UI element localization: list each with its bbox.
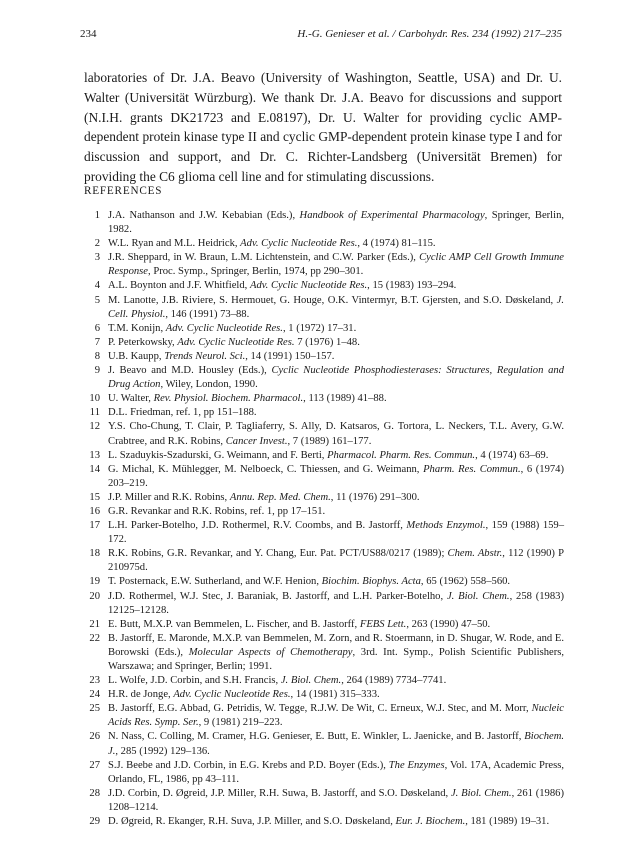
reference-item — [80, 463, 564, 491]
reference-text: A.L. Boynton and J.F. Whitfield, Adv. Cyclic Nucleotide Res., 15 (1983) 193–294. — [108, 280, 457, 292]
reference-text: W.L. Ryan and M.L. Heidrick, Adv. Cyclic Nucleotide Res., 4 (1974) 81–115. — [108, 238, 436, 250]
reference-number: 15 — [89, 491, 100, 503]
reference-item — [80, 209, 564, 237]
reference-item — [80, 279, 564, 293]
reference-item — [80, 702, 564, 730]
reference-item — [80, 815, 564, 829]
reference-text: U. Walter, Rev. Physiol. Biochem. Pharmacol., 113 (1989) 41–88. — [108, 393, 387, 405]
reference-item — [80, 575, 564, 589]
running-header — [80, 28, 562, 44]
reference-text: E. Butt, M.X.P. van Bemmelen, L. Fischer, and B. Jastorff, FEBS Lett., 263 (1990) 47–50. — [108, 618, 491, 630]
reference-number: 17 — [89, 520, 100, 532]
reference-text: J.R. Sheppard, in W. Braun, L.M. Lichtenstein, and C.W. Parker (Eds.), Cyclic AMP Cell Growth Immune Response, Proc. Symp., Springer, Berlin, 1974, pp 290–301. — [108, 252, 564, 278]
reference-number: 21 — [89, 618, 100, 630]
reference-item — [80, 336, 564, 350]
reference-number: 13 — [89, 449, 100, 461]
reference-text: L. Wolfe, J.D. Corbin, and S.H. Francis, J. Biol. Chem., 264 (1989) 7734–7741. — [108, 675, 447, 687]
reference-text: J.P. Miller and R.K. Robins, Annu. Rep. Med. Chem., 11 (1976) 291–300. — [108, 491, 420, 503]
reference-item — [80, 251, 564, 279]
reference-number: 9 — [94, 365, 100, 377]
reference-number: 11 — [89, 407, 100, 419]
reference-item — [80, 632, 564, 674]
reference-number: 22 — [89, 632, 100, 644]
reference-number: 10 — [89, 393, 100, 405]
reference-text: G.R. Revankar and R.K. Robins, ref. 1, pp 17–151. — [108, 505, 326, 517]
reference-text: T. Posternack, E.W. Sutherland, and W.F. Henion, Biochim. Biophys. Acta, 65 (1962) 558–560. — [108, 576, 511, 588]
reference-text: L.H. Parker-Botelho, J.D. Rothermel, R.V. Coombs, and B. Jastorff, Methods Enzymol., 159 (1988) 159–172. — [108, 520, 565, 546]
reference-item — [80, 730, 564, 758]
references-heading: REFERENCES — [84, 185, 163, 197]
reference-text: J.A. Nathanson and J.W. Kebabian (Eds.), Handbook of Experimental Pharmacology, Springer, Berlin, 1982. — [108, 210, 565, 236]
reference-number: 23 — [89, 675, 100, 687]
reference-item — [80, 406, 564, 420]
reference-text: T.M. Konijn, Adv. Cyclic Nucleotide Res., 1 (1972) 17–31. — [108, 322, 357, 334]
reference-number: 7 — [94, 336, 100, 348]
reference-text: G. Michal, K. Mühlegger, M. Nelboeck, C. Thiessen, and G. Weimann, Pharm. Res. Commun., 6 (1974) 203–219. — [108, 463, 564, 489]
reference-number: 29 — [89, 816, 100, 828]
reference-item — [80, 364, 564, 392]
reference-item — [80, 519, 564, 547]
reference-item — [80, 322, 564, 336]
reference-text: B. Jastorff, E. Maronde, M.X.P. van Bemmelen, M. Zorn, and R. Stoermann, in D. Shugar, W. Rode, and E. Borowski (Eds.), Molecular Aspects of Chemotherapy, 3rd. Int. Symp., Polish Scientific Publishers, Warszawa; and Springer, Berlin; 1991. — [108, 632, 564, 672]
reference-item — [80, 674, 564, 688]
reference-number: 24 — [89, 689, 100, 701]
reference-item — [80, 505, 564, 519]
reference-list — [80, 209, 564, 829]
reference-text: P. Peterkowsky, Adv. Cyclic Nucleotide Res. 7 (1976) 1–48. — [108, 336, 360, 348]
reference-item — [80, 688, 564, 702]
reference-item — [80, 420, 564, 448]
reference-text: J. Beavo and M.D. Housley (Eds.), Cyclic Nucleotide Phosphodiesterases: Structures, Regulation and Drug Action, Wiley, London, 1990. — [108, 365, 564, 391]
reference-number: 28 — [89, 787, 100, 799]
running-head-citation: H.-G. Genieser et al. / Carbohydr. Res. 234 (1992) 217–235 — [297, 28, 562, 40]
reference-number: 27 — [89, 759, 100, 771]
reference-number: 12 — [89, 421, 100, 433]
reference-text: S.J. Beebe and J.D. Corbin, in E.G. Krebs and P.D. Boyer (Eds.), The Enzymes, Vol. 17A, Academic Press, Orlando, FL, 1986, pp 43–111. — [108, 759, 564, 785]
reference-text: R.K. Robins, G.R. Revankar, and Y. Chang, Eur. Pat. PCT/US88/0217 (1989); Chem. Abstr., 112 (1990) P 210975d. — [108, 548, 564, 574]
reference-number: 5 — [94, 294, 100, 306]
reference-item — [80, 294, 564, 322]
reference-number: 3 — [94, 252, 100, 264]
reference-item — [80, 449, 564, 463]
reference-text: J.D. Corbin, D. Øgreid, J.P. Miller, R.H. Suwa, B. Jastorff, and S.O. Døskeland, J. Biol. Chem., 261 (1986) 1208–1214. — [108, 787, 564, 813]
reference-text: Y.S. Cho-Chung, T. Clair, P. Tagliaferry, S. Ally, D. Katsaros, G. Tortora, L. Neckers, T.L. Avery, G.W. Crabtree, and R.K. Robins, Cancer Invest., 7 (1989) 161–177. — [108, 421, 564, 447]
reference-text: B. Jastorff, E.G. Abbad, G. Petridis, W. Tegge, R.J.W. De Wit, C. Erneux, W.J. Stec, and M. Morr, Nucleic Acids Res. Symp. Ser., 9 (1981) 219–223. — [108, 703, 564, 729]
reference-item — [80, 491, 564, 505]
reference-item — [80, 590, 564, 618]
reference-number: 4 — [94, 280, 100, 292]
acknowledgement-text: laboratories of Dr. J.A. Beavo (University of Washington, Seattle, USA) and Dr. U. Walter (Universität Würzburg). We thank Dr. J.A. Beavo for discussions and support (N.I.H. grants DK21723 and E.08197), Dr. U. Walter for providing cyclic AMP-dependent protein kinase type II and cyclic GMP-dependent protein kinase type I and for discussion and support, and Dr. C. Richter-Landsberg (Universität Bremen) for providing the C6 glioma cell line and for stimulating discussions. — [84, 70, 562, 184]
reference-item — [80, 237, 564, 251]
reference-text: L. Szaduykis-Szadurski, G. Weimann, and F. Berti, Pharmacol. Pharm. Res. Commun., 4 (1974) 63–69. — [108, 449, 549, 461]
reference-number: 6 — [94, 322, 100, 334]
reference-item — [80, 547, 564, 575]
reference-number: 8 — [94, 350, 100, 362]
reference-item — [80, 392, 564, 406]
reference-number: 25 — [89, 703, 100, 715]
reference-number: 18 — [89, 548, 100, 560]
acknowledgement-paragraph — [84, 68, 562, 187]
reference-number: 14 — [89, 463, 100, 475]
reference-number: 1 — [94, 210, 100, 221]
reference-number: 16 — [89, 505, 100, 517]
reference-text: U.B. Kaupp, Trends Neurol. Sci., 14 (1991) 150–157. — [108, 350, 335, 362]
reference-item — [80, 759, 564, 787]
reference-text: N. Nass, C. Colling, M. Cramer, H.G. Genieser, E. Butt, E. Winkler, L. Jaenicke, and B. Jastorff, Biochem. J., 285 (1992) 129–136. — [108, 731, 564, 757]
reference-text: H.R. de Jonge, Adv. Cyclic Nucleotide Res., 14 (1981) 315–333. — [108, 689, 380, 701]
reference-number: 2 — [94, 238, 100, 250]
reference-number: 26 — [89, 731, 100, 743]
reference-item — [80, 350, 564, 364]
page-number: 234 — [80, 28, 97, 40]
reference-number: 19 — [89, 576, 100, 588]
reference-text: D.L. Friedman, ref. 1, pp 151–188. — [108, 407, 257, 419]
reference-text: M. Lanotte, J.B. Riviere, S. Hermouet, G. Houge, O.K. Vintermyr, B.T. Gjersten, and S.O. Døskeland, J. Cell. Physiol., 146 (1991) 73–88. — [108, 294, 564, 320]
reference-text: J.D. Rothermel, W.J. Stec, J. Baraniak, B. Jastorff, and L.H. Parker-Botelho, J. Biol. Chem., 258 (1983) 12125–12128. — [108, 590, 564, 616]
reference-number: 20 — [89, 590, 100, 602]
reference-item — [80, 787, 564, 815]
reference-item — [80, 618, 564, 632]
reference-text: D. Øgreid, R. Ekanger, R.H. Suva, J.P. Miller, and S.O. Døskeland, Eur. J. Biochem., 181 (1989) 19–31. — [108, 816, 550, 828]
